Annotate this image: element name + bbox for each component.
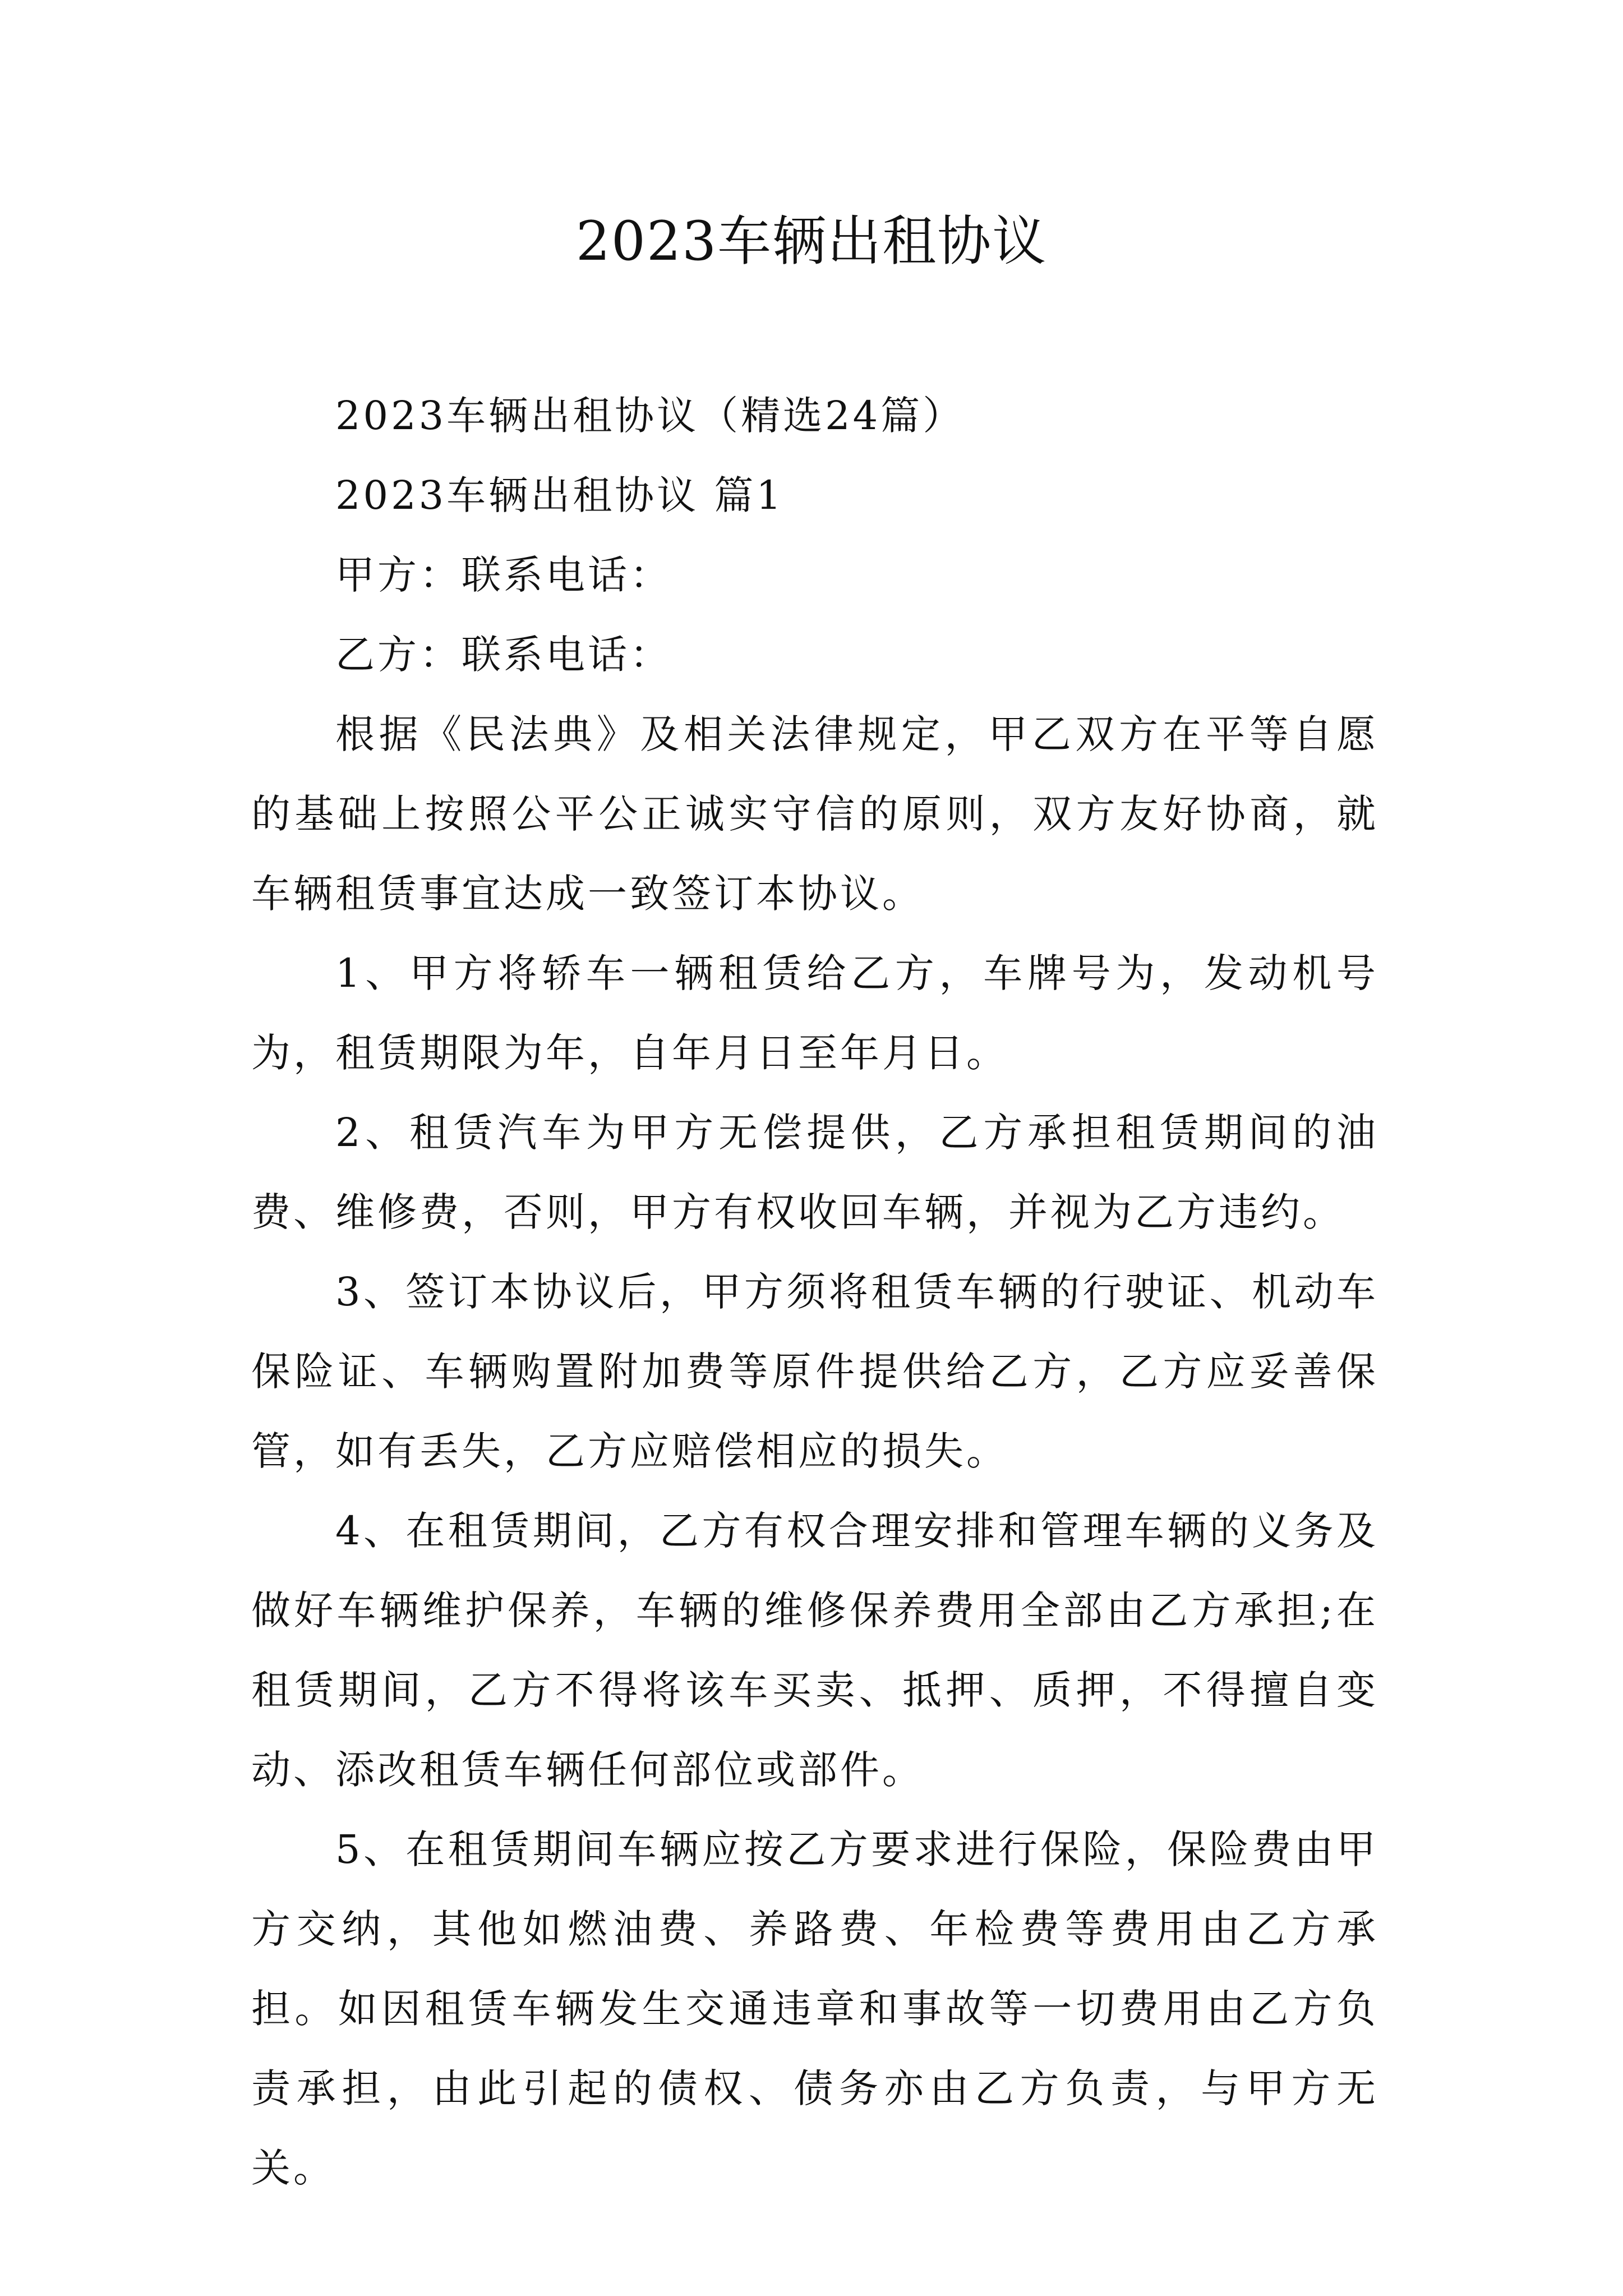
clause-5: 5、在租赁期间车辆应按乙方要求进行保险，保险费由甲方交纳，其他如燃油费、养路费、年检费等费用由乙方承担。如因租赁车辆发生交通违章和事故等一切费用由乙方负责承担，由此引起的债权、债务亦由乙方负责，与甲方无关。	[251, 1826, 1378, 2191]
party-b-line: 乙方：联系电话：	[335, 632, 672, 678]
clause-3: 3、签订本协议后，甲方须将租赁车辆的行驶证、机动车保险证、车辆购置附加费等原件提供给乙方，乙方应妥善保管，如有丢失，乙方应赔偿相应的损失。	[251, 1269, 1378, 1474]
subtitle-paragraph: 2023车辆出租协议（精选24篇）	[335, 393, 965, 439]
preamble-paragraph: 根据《民法典》及相关法律规定，甲乙双方在平等自愿的基础上按照公平公正诚实守信的原则，双方友好协商，就车辆租赁事宜达成一致签订本协议。	[251, 711, 1378, 917]
document-body	[251, 376, 1378, 2208]
section-heading: 2023车辆出租协议 篇1	[335, 472, 784, 518]
clause-1: 1、甲方将轿车一辆租赁给乙方，车牌号为，发动机号为，租赁期限为年，自年月日至年月日。	[251, 950, 1378, 1076]
party-a-line: 甲方：联系电话：	[335, 552, 672, 598]
clause-4: 4、在租赁期间，乙方有权合理安排和管理车辆的义务及做好车辆维护保养，车辆的维修保养费用全部由乙方承担;在租赁期间，乙方不得将该车买卖、抵押、质押，不得擅自变动、添改租赁车辆任何部位或部件。	[251, 1508, 1378, 1793]
clause-2: 2、租赁汽车为甲方无偿提供，乙方承担租赁期间的油费、维修费，否则，甲方有权收回车辆，并视为乙方违约。	[251, 1110, 1378, 1235]
document-title: 2023车辆出租协议	[575, 210, 1048, 273]
